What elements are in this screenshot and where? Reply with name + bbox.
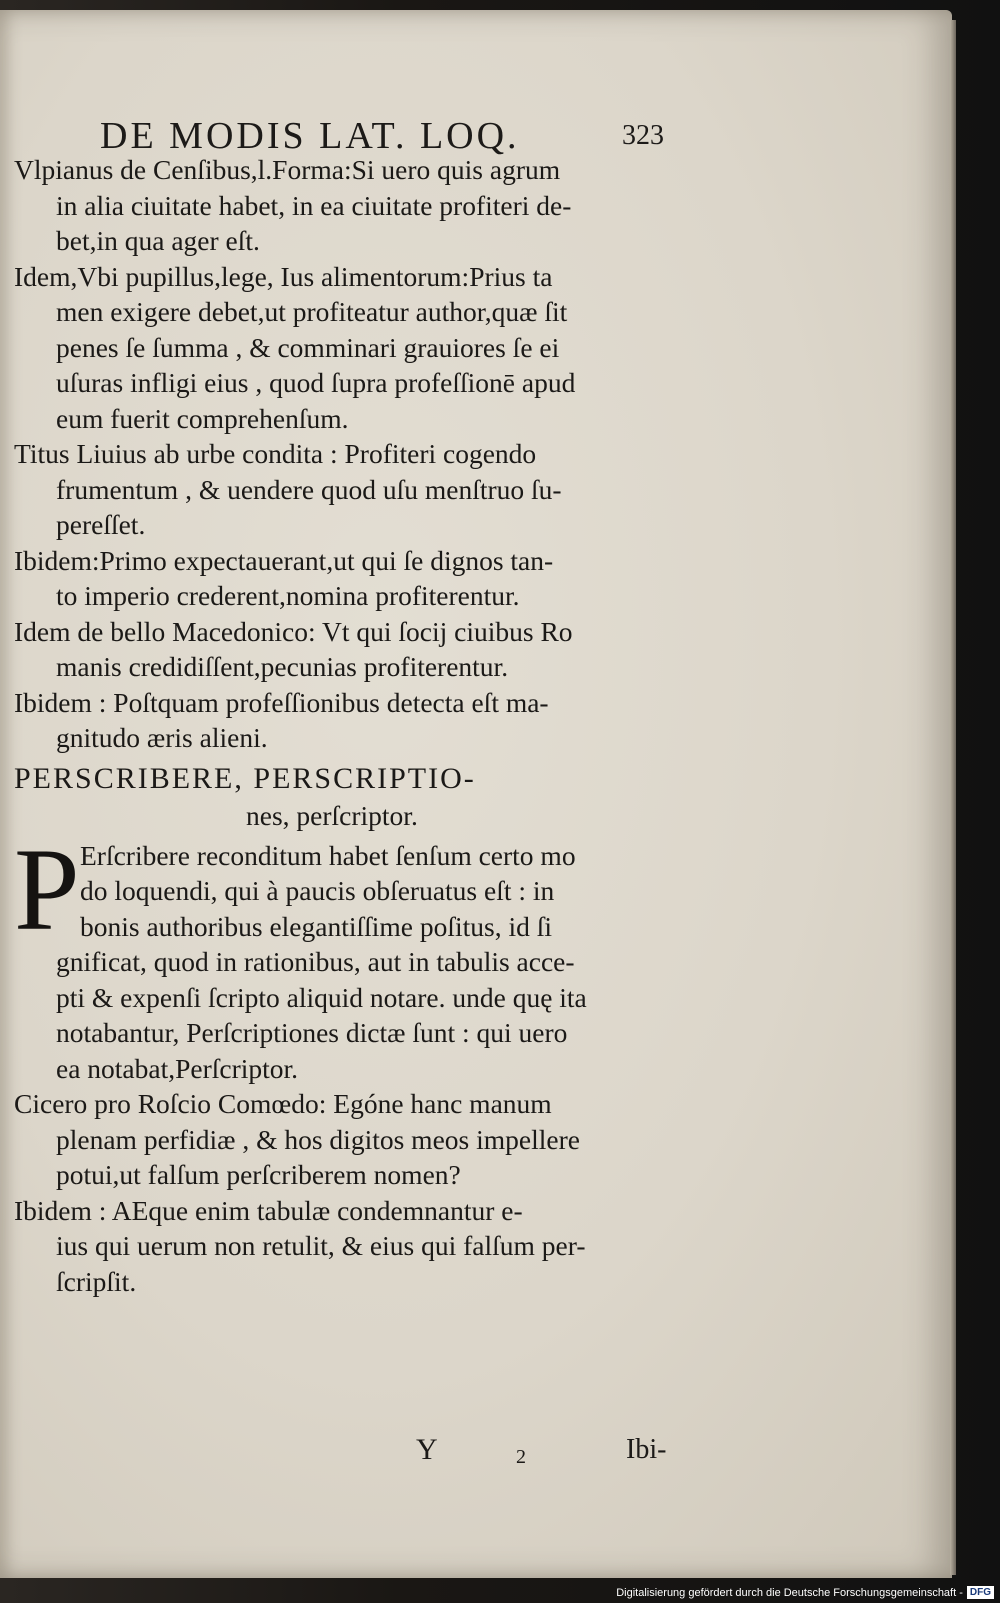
text-line: do loquendi, qui à paucis obſeruatus eſt : in — [80, 875, 555, 906]
text-line: Ibidem:Primo expectauerant,ut qui ſe dignos tan- — [14, 544, 554, 576]
text-line: Idem,Vbi pupillus,lege, Ius alimentorum:Prius ta — [14, 260, 553, 292]
text-entry — [14, 436, 669, 543]
page-text — [14, 152, 669, 1468]
text-line: pti & expenſi ſcripto aliquid notare. unde quę ita — [56, 981, 587, 1013]
text-line: ſcripſit. — [56, 1265, 137, 1297]
text-line: manis credidiſſent,pecunias profiterentur. — [56, 651, 509, 682]
text-line: pereſſet. — [56, 509, 146, 540]
signature-number: 2 — [516, 1446, 526, 1468]
catchword: Ibi- — [626, 1434, 667, 1465]
dropcap-lines — [14, 823, 669, 955]
scan-credit — [616, 1586, 994, 1599]
dropcap-letter: P — [14, 823, 80, 955]
text-line: gnificat, quod in rationibus, aut in tabulis acce- — [56, 946, 575, 977]
section-subheading: nes, perſcriptor. — [246, 799, 418, 831]
text-line: to imperio crederent,nomina profiterentur. — [56, 580, 520, 611]
scan-credit-text: Digitalisierung gefördert durch die Deutsche Forschungsgemeinschaft - — [616, 1586, 963, 1599]
text-line: ius qui uerum non retulit, & eius qui falſum per- — [56, 1230, 586, 1261]
running-head: DE MODIS LAT. LOQ. — [100, 115, 520, 157]
text-line: bonis authoribus elegantiſſime poſitus, id ſi — [80, 910, 553, 942]
text-line: penes ſe ſumma , & comminari grauiores ſe ei — [56, 331, 560, 363]
entries-part-1 — [14, 152, 669, 756]
text-line: plenam perfidiæ , & hos digitos meos impellere — [56, 1123, 580, 1155]
text-entry — [14, 1086, 669, 1193]
signature-mark: Y — [416, 1433, 438, 1466]
text-line: Vlpianus de Cenſibus,l.Forma:Si uero quis agrum — [14, 154, 561, 185]
section-heading: PERSCRIBERE, PERSCRIPTIO- — [14, 761, 476, 795]
text-entry — [14, 1193, 669, 1300]
text-line: men exigere debet,ut profiteatur author,quæ ſit — [56, 296, 568, 327]
text-line: Idem de bello Macedonico: Vt qui ſocij ciuibus Ro — [14, 615, 573, 647]
dropcap-paragraph — [14, 823, 669, 1087]
text-line: Erſcribere reconditum habet ſenſum certo mo — [80, 839, 576, 871]
text-line: bet,in qua ager eſt. — [56, 225, 260, 256]
text-line: gnitudo æris alieni. — [56, 722, 268, 753]
text-line: ea notabat,Perſcriptor. — [56, 1052, 299, 1084]
text-line: potui,ut falſum perſcriberem nomen? — [56, 1159, 461, 1190]
page-number: 323 — [622, 120, 664, 151]
text-entry — [14, 685, 669, 756]
text-line: Titus Liuius ab urbe condita : Profiteri cogendo — [14, 438, 537, 469]
text-line: Ibidem : Poſtquam profeſſionibus detecta eſt ma- — [14, 686, 549, 718]
text-line: in alia ciuitate habet, in ea ciuitate profiteri de- — [56, 189, 572, 221]
text-entry — [14, 152, 669, 259]
text-line: uſuras infligi eius , quod ſupra profeſſionē apud — [56, 367, 576, 398]
entries-part-2 — [14, 1086, 669, 1299]
page-footer — [14, 1432, 674, 1472]
text-entry — [14, 614, 669, 685]
dfg-logo: DFG — [967, 1586, 994, 1599]
text-entry — [14, 259, 669, 437]
text-line: Ibidem : AEque enim tabulæ condemnantur e- — [14, 1194, 523, 1226]
dropcap-continued — [14, 944, 669, 1086]
text-line: eum fuerit comprehenſum. — [56, 402, 349, 434]
text-line: Cicero pro Roſcio Comœdo: Egóne hanc manum — [14, 1088, 552, 1119]
page-edge — [950, 20, 956, 1575]
text-entry — [14, 543, 669, 614]
text-line: notabantur, Perſcriptiones dictæ ſunt : qui uero — [56, 1017, 568, 1048]
text-line: frumentum , & uendere quod uſu menſtruo ſu- — [56, 473, 562, 505]
